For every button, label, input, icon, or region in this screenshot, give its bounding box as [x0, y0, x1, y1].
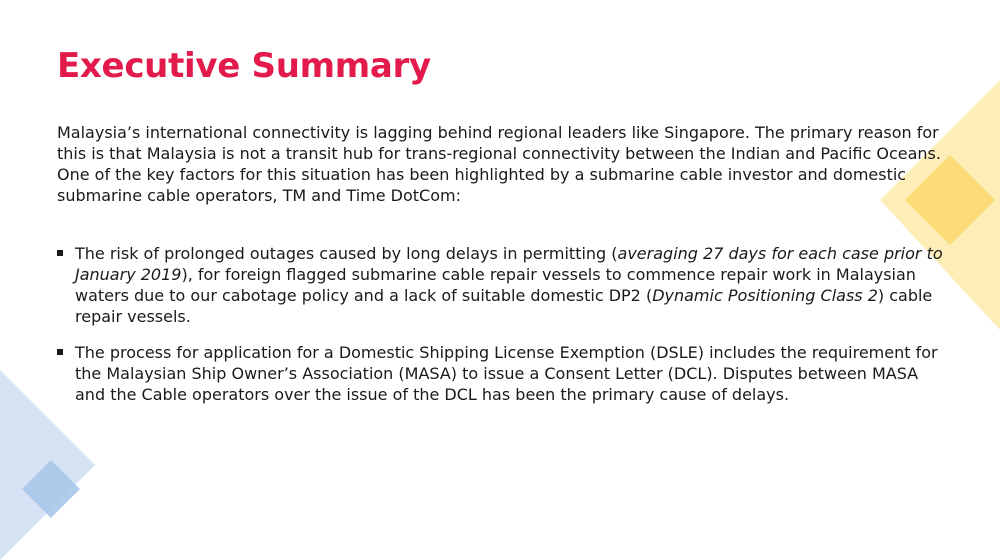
bullet-list: [57, 243, 947, 405]
square-bullet-icon: [57, 349, 63, 355]
bullet-text: ), for foreign flagged submarine cable repair vessels to commence repair work in Malaysian waters due to our cabotage policy and a lack of suitable domestic DP2 (: [75, 265, 916, 305]
bullet-text: The process for application for a Domestic Shipping License Exemption (DSLE) includes the requirement for the Malaysian Ship Owner’s Association (MASA) to issue a Consent Letter (DCL). Disputes between MASA and the Cable operators over the issue of the DCL has been the primary cause of delays.: [75, 343, 938, 404]
bullet-item-dsle-process: [57, 342, 947, 405]
slide-title: Executive Summary: [57, 46, 431, 86]
bullet-text: ) cable repair vessels.: [75, 286, 933, 326]
bullet-italic-text: averaging 27 days for each case prior to January 2019: [75, 244, 943, 284]
bullet-italic-text: Dynamic Positioning Class 2: [652, 286, 878, 305]
bullet-item-permitting-delays: [57, 243, 947, 327]
intro-paragraph: Malaysia’s international connectivity is lagging behind regional leaders like Singapore. The primary reason for this is that Malaysia is not a transit hub for trans-regional connectivity between the Indian and Pacific Oceans. One of the key factors for this situation has been highlighted by a submarine cable investor and domestic submarine cable operators, TM and Time DotCom:: [57, 123, 941, 205]
square-bullet-icon: [57, 250, 63, 256]
bullet-text: The risk of prolonged outages caused by long delays in permitting (: [75, 244, 618, 263]
decorative-diamond-blue-small: [22, 460, 80, 518]
